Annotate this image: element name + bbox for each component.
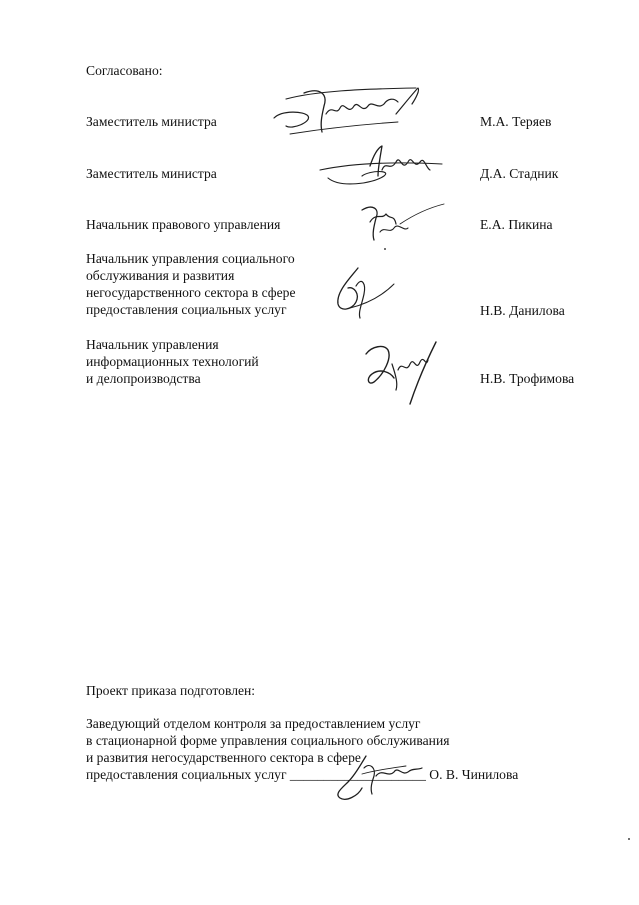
prepared-heading: Проект приказа подготовлен:: [86, 683, 256, 698]
approval-heading: Согласовано:: [86, 63, 163, 78]
position-social-head-line-3: негосударственного сектора в сфере: [86, 285, 296, 300]
position-it-head-line-3: и делопроизводства: [86, 371, 201, 386]
position-it-head-line-1: Начальник управления: [86, 337, 219, 352]
position-social-head-line-4: предоставления социальных услуг: [86, 302, 287, 317]
prepared-line-2: в стационарной форме управления социального обслуживания: [86, 733, 450, 748]
position-it-head-line-2: информационных технологий: [86, 354, 259, 369]
position-legal-head: Начальник правового управления: [86, 217, 281, 232]
signatory-name-teryaev: М.А. Теряев: [480, 114, 552, 129]
prepared-by-name: О. В. Чинилова: [429, 767, 519, 782]
prepared-line-1: Заведующий отделом контроля за предоставлением услуг: [86, 716, 421, 731]
position-social-head-line-1: Начальник управления социального: [86, 251, 295, 266]
signature-pikina: [350, 200, 450, 245]
signatory-name-danilova: Н.В. Данилова: [480, 303, 565, 318]
scan-dot: [384, 248, 386, 250]
signature-blank-line: ____________________: [289, 767, 426, 782]
position-social-head-line-2: обслуживания и развития: [86, 268, 235, 283]
position-deputy-minister-1: Заместитель министра: [86, 114, 217, 129]
signature-stadnik: [318, 140, 448, 190]
position-deputy-minister-2: Заместитель министра: [86, 166, 217, 181]
prepared-last-line: предоставления социальных услуг: [86, 767, 287, 782]
prepared-line-4: [86, 766, 518, 784]
signatory-name-stadnik: Д.А. Стадник: [480, 166, 559, 181]
signature-teryaev: [268, 84, 428, 140]
prepared-line-3: и развития негосударственного сектора в сфере: [86, 750, 361, 765]
signatory-name-trofimova: Н.В. Трофимова: [480, 371, 575, 386]
signature-danilova: [330, 258, 400, 328]
signatory-name-pikina: Е.А. Пикина: [480, 217, 553, 232]
scan-dot: [628, 838, 630, 840]
signature-trofimova: [362, 338, 442, 408]
